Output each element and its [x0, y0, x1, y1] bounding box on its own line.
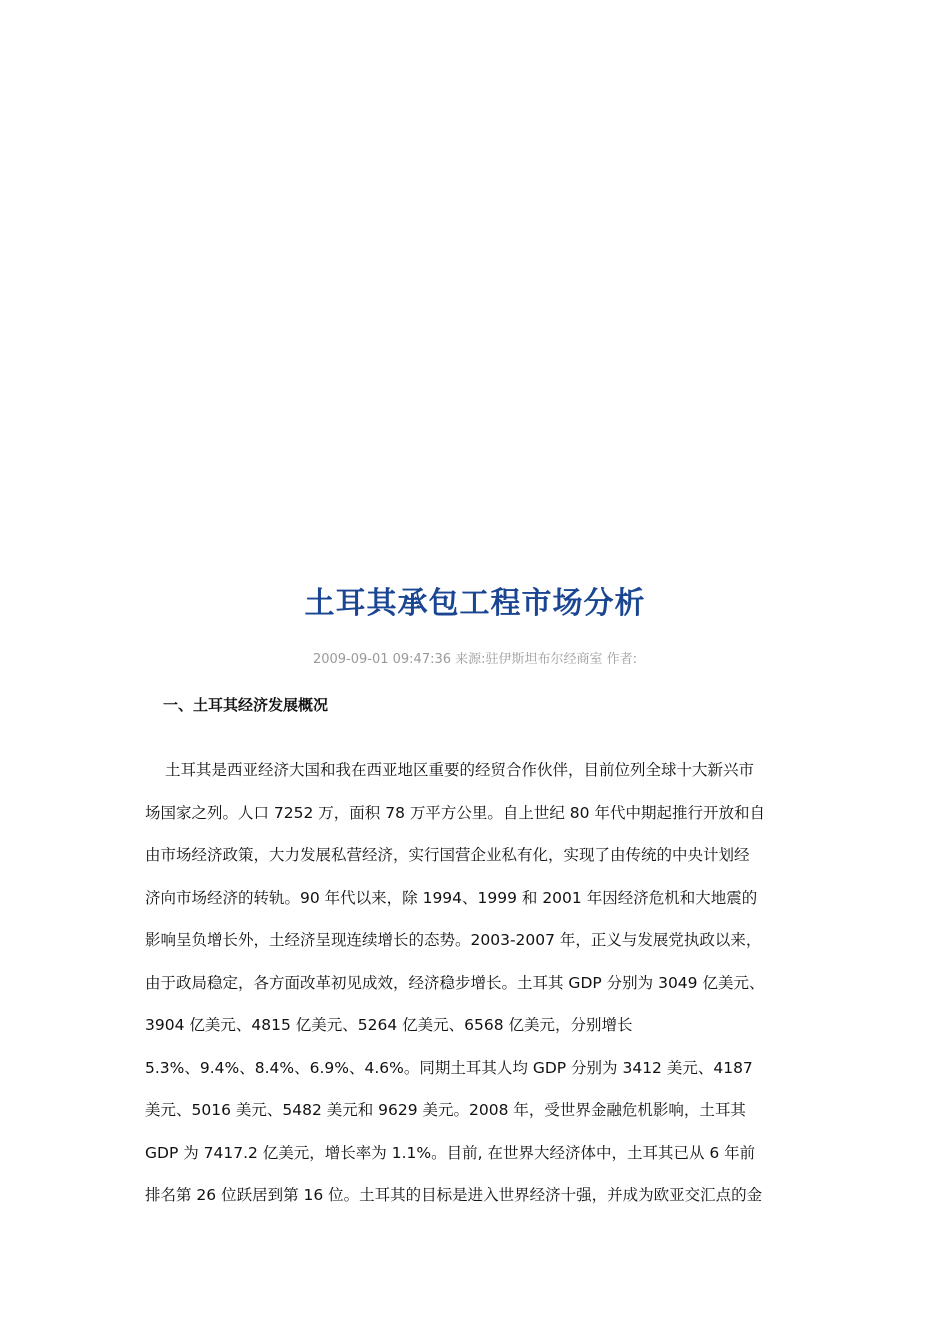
- paragraph-line: 影响呈负增长外，土经济呈现连续增长的态势。2003-2007 年，正义与发展党执政以来，: [145, 931, 762, 949]
- paragraph-line: 场国家之列。人口 7252 万，面积 78 万平方公里。自上世纪 80 年代中期起推行开放和自: [145, 803, 765, 822]
- paragraph-line: 由市场经济政策，大力发展私营经济，实行国营企业私有化，实现了由传统的中央计划经: [145, 846, 750, 864]
- article-meta: 2009-09-01 09:47:36 来源:驻伊斯坦布尔经商室 作者:: [312, 652, 638, 667]
- paragraph-line: 3904 亿美元、4815 亿美元、5264 亿美元、6568 亿美元，分别增长: [145, 1016, 633, 1034]
- paragraph-line: 美元、5016 美元、5482 美元和 9629 美元。2008 年，受世界金融危机影响，土耳其: [145, 1101, 746, 1119]
- section-heading: 一、土耳其经济发展概况: [163, 696, 329, 714]
- paragraph-line: 5.3%、9.4%、8.4%、6.9%、4.6%。同期土耳其人均 GDP 分别为 3412 美元、4187: [145, 1058, 753, 1077]
- body-paragraph: [145, 757, 805, 1225]
- document-title: 土耳其承包工程市场分析: [304, 586, 646, 621]
- paragraph-line: 由于政局稳定，各方面改革初见成效，经济稳步增长。土耳其 GDP 分别为 3049 亿美元、: [145, 973, 765, 992]
- paragraph-line: 土耳其是西亚经济大国和我在西亚地区重要的经贸合作伙伴，目前位列全球十大新兴市: [165, 761, 755, 779]
- paragraph-line: GDP 为 7417.2 亿美元，增长率为 1.1%。目前, 在世界大经济体中，土耳其已从 6 年前: [145, 1143, 756, 1162]
- paragraph-line: 排名第 26 位跃居到第 16 位。土耳其的目标是进入世界经济十强，并成为欧亚交汇点的金: [145, 1186, 763, 1204]
- paragraph-line: 济向市场经济的转轨。90 年代以来，除 1994、1999 和 2001 年因经济危机和大地震的: [145, 888, 758, 907]
